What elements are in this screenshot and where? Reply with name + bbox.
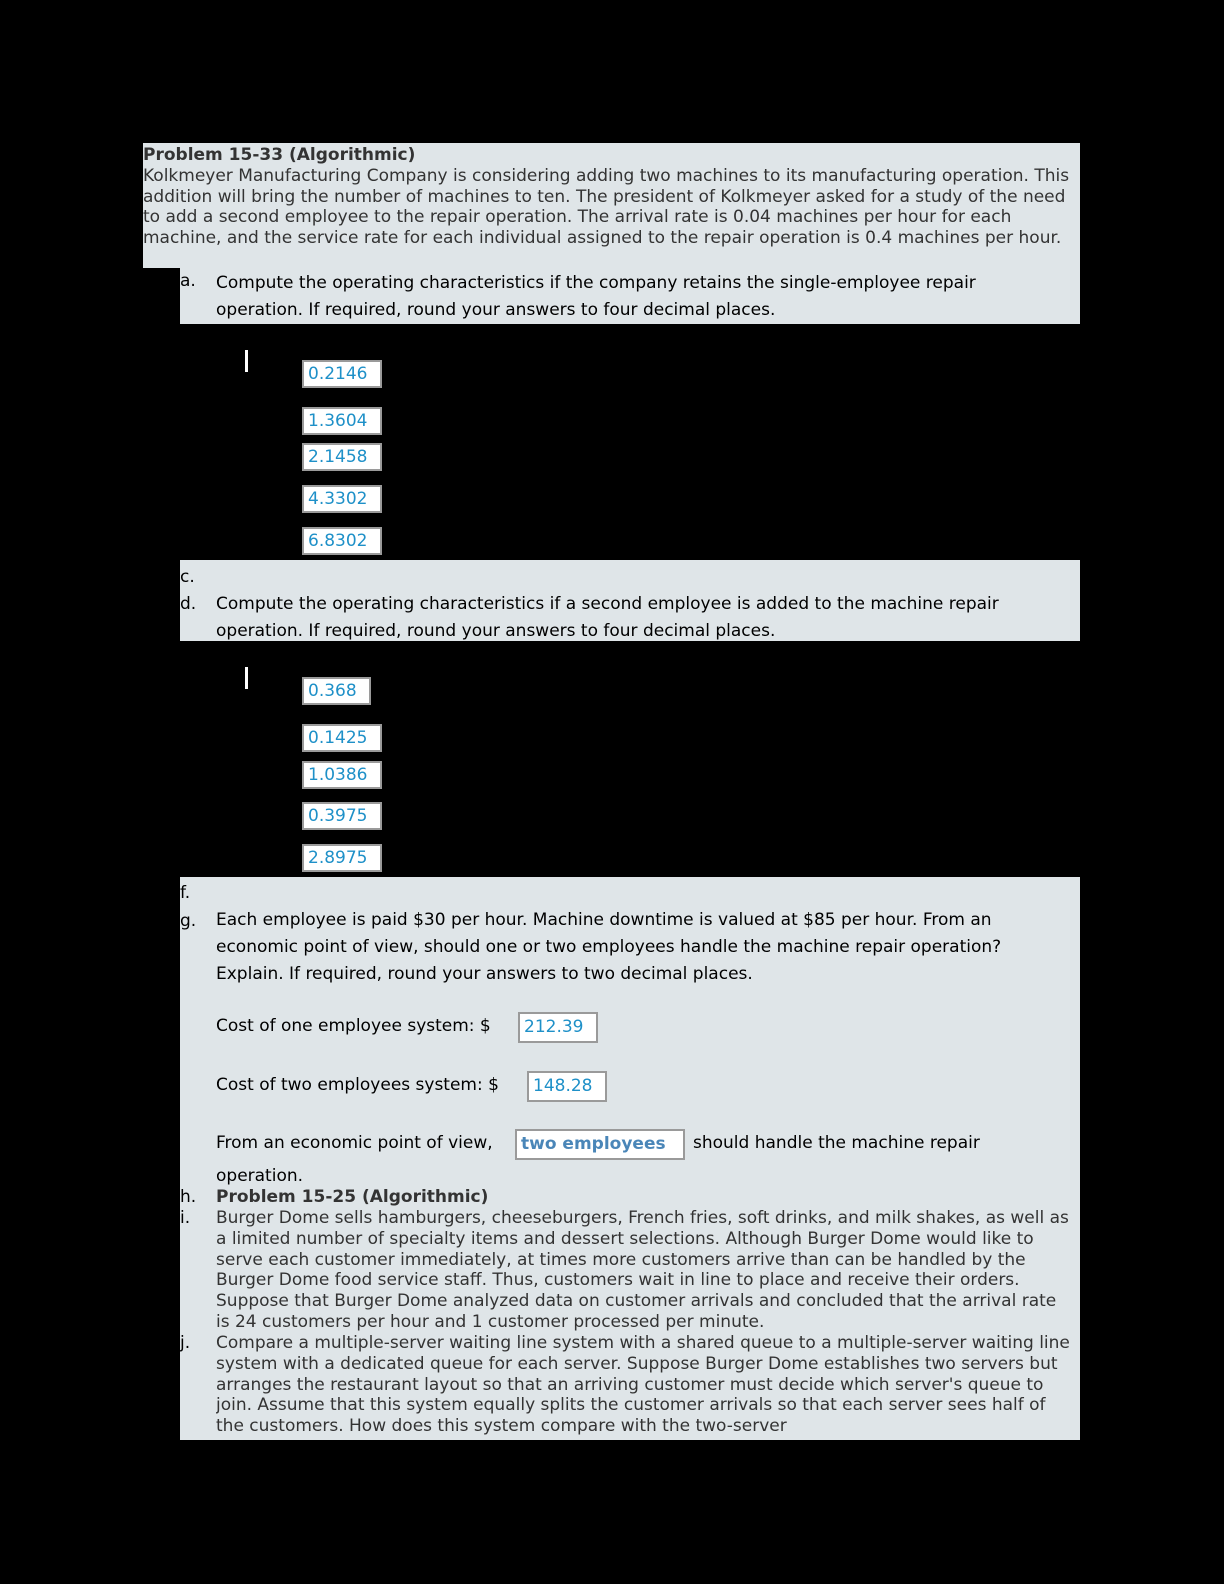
problem2-intro: Burger Dome sells hamburgers, cheeseburgers, French fries, soft drinks, and milk shakes, as well as a limited number of specialty items and dessert selections. Although Burger Dome would like to serve each customer immediately, at times more customers arrive than can be handled by the Burger Dome food service staff. Thus, customers wait in line to place and receive their orders. Suppose that Burger Dome analyzed data on customer arrivals and concluded that the arrival rate is 24 customers per hour and 1 customer processed per minute. bbox=[216, 1208, 1069, 1332]
problem2-question: Compare a multiple-server waiting line system with a shared queue to a multiple-server waiting line system with a dedicated queue for each server. Suppose Burger Dome establishes two servers but arranges the restaurant layout so that an arriving customer must decide which server's queue to join. Assume that this system equally splits the customer arrivals so that each server sees half of the customers. How does this system compare with the two-server bbox=[216, 1333, 1070, 1437]
part-a-answer-4[interactable]: 4.3302 bbox=[302, 485, 382, 513]
text-cursor-icon bbox=[245, 667, 248, 689]
economic-view-prefix: From an economic point of view, bbox=[216, 1133, 493, 1153]
part-a-question: Compute the operating characteristics if the company retains the single-employee repair operation. If required, round your answers to four decimal places. bbox=[216, 273, 976, 320]
part-g-panel bbox=[180, 877, 1080, 1440]
part-a-answer-2[interactable]: 1.3604 bbox=[302, 407, 382, 435]
problem1-intro-panel bbox=[143, 143, 1080, 268]
part-a-panel bbox=[180, 268, 1080, 324]
problem1-intro bbox=[143, 145, 1080, 249]
part-d-answer-4[interactable]: 0.3975 bbox=[302, 802, 382, 830]
part-j-marker: j. bbox=[180, 1333, 191, 1353]
part-a-answer-5[interactable]: 6.8302 bbox=[302, 527, 382, 555]
economic-view-suffix: should handle the machine repair bbox=[693, 1133, 980, 1153]
part-d-panel bbox=[180, 560, 1080, 641]
cost-one-label: Cost of one employee system: $ bbox=[216, 1016, 491, 1036]
economic-view-end: operation. bbox=[216, 1166, 304, 1186]
part-d-marker: d. bbox=[180, 594, 197, 614]
cost-one-input[interactable]: 212.39 bbox=[518, 1012, 598, 1043]
part-g-question: Each employee is paid $30 per hour. Machine downtime is valued at $85 per hour. From an economic point of view, should one or two employees handle the machine repair operation? Explain. If required, round your answers to two decimal places. bbox=[216, 910, 1002, 984]
part-a-answer-3[interactable]: 2.1458 bbox=[302, 443, 382, 471]
text-cursor-icon bbox=[245, 350, 248, 372]
part-d-answer-5[interactable]: 2.8975 bbox=[302, 844, 382, 872]
part-g-marker: g. bbox=[180, 911, 197, 931]
part-d-answer-1[interactable]: 0.368 bbox=[302, 677, 371, 705]
part-a-marker: a. bbox=[180, 271, 196, 291]
part-d-answer-3[interactable]: 1.0386 bbox=[302, 761, 382, 789]
cost-two-input[interactable]: 148.28 bbox=[527, 1071, 607, 1102]
part-a-answer-1[interactable]: 0.2146 bbox=[302, 360, 382, 388]
problem1-intro-text: Kolkmeyer Manufacturing Company is considering adding two machines to its manufacturing operation. This addition will bring the number of machines to ten. The president of Kolkmeyer asked for a study of the need to add a second employee to the repair operation. The arrival rate is 0.04 machines per hour for each machine, and the service rate for each individual assigned to the repair operation is 0.4 machines per hour. bbox=[143, 165, 1070, 249]
cost-two-label: Cost of two employees system: $ bbox=[216, 1075, 499, 1095]
part-f-marker: f. bbox=[180, 883, 191, 903]
part-d-question: Compute the operating characteristics if a second employee is added to the machine repair operation. If required, round your answers to four decimal places. bbox=[216, 594, 999, 641]
economic-choice-select[interactable]: two employees bbox=[515, 1129, 685, 1160]
part-h-marker: h. bbox=[180, 1187, 197, 1207]
problem1-title: Problem 15-33 (Algorithmic) bbox=[143, 145, 416, 165]
part-d-answer-2[interactable]: 0.1425 bbox=[302, 724, 382, 752]
part-i-marker: i. bbox=[180, 1208, 191, 1228]
part-c-marker: c. bbox=[180, 567, 195, 587]
problem2-title: Problem 15-25 (Algorithmic) bbox=[216, 1187, 489, 1207]
